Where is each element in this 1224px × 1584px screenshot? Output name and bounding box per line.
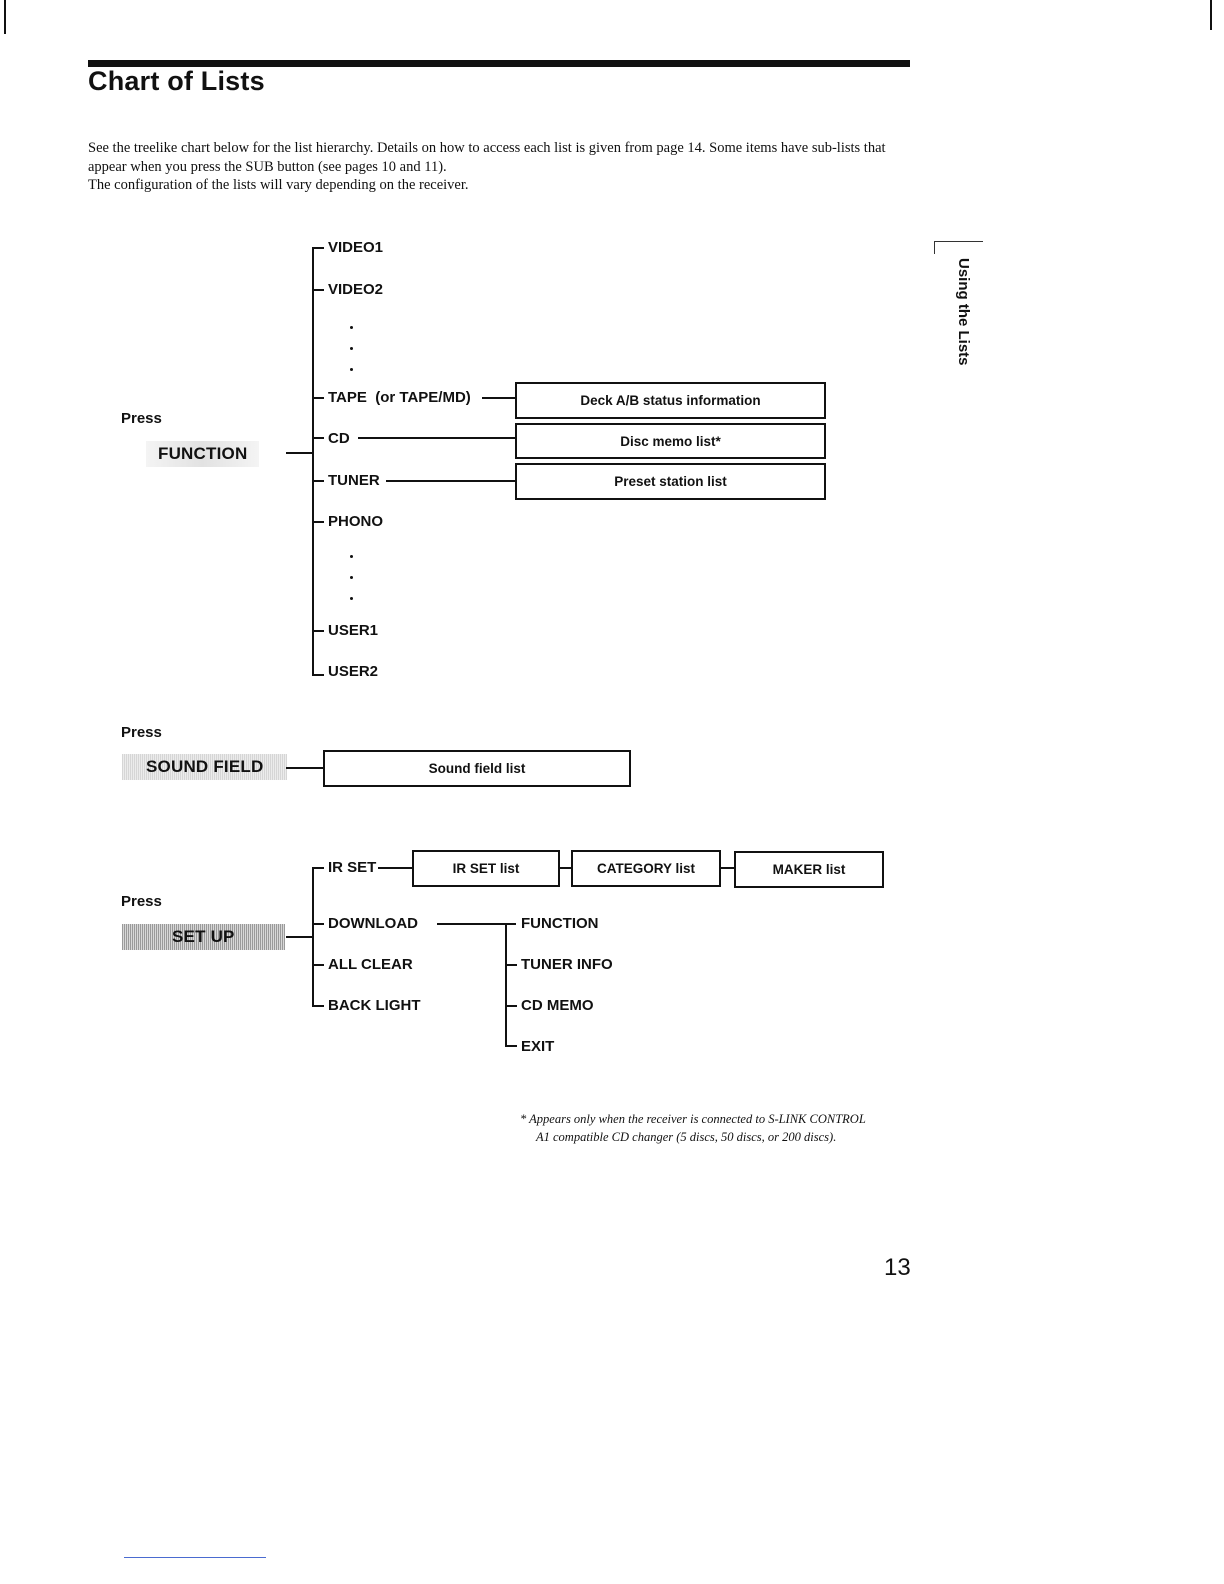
side-tab [948,258,974,388]
preset-station-list-box[interactable]: Preset station list [515,463,826,500]
function-item-tape: TAPE (or TAPE/MD) [328,389,471,406]
setup-branch-tick [312,867,324,869]
download-branch-tick [505,964,517,966]
setup-item-ir-set: IR SET [328,859,377,876]
footnote-line-2: A1 compatible CD changer (5 discs, 50 discs, or 200 discs). [536,1130,837,1144]
function-branch-tick [312,480,324,482]
cd-connector [358,437,516,439]
sound-field-press-label: Press [121,724,162,741]
function-branch-tick [312,521,324,523]
function-branch-tick [312,397,324,399]
scan-edge-mark [1210,0,1212,30]
category-list-box[interactable]: CATEGORY list [571,850,721,887]
function-branch-tick [312,289,324,291]
function-item-user1: USER1 [328,622,379,639]
function-item-cd: CD [328,430,350,447]
sound-field-button[interactable]: SOUND FIELD [122,754,287,780]
function-item-video1: VIDEO1 [328,239,384,256]
scan-edge-mark [4,0,6,34]
ellipsis-dot [350,368,353,371]
page-title: Chart of Lists [88,66,265,96]
footnote [520,1110,920,1146]
sound-field-connector [286,767,324,769]
download-item-cd-memo: CD MEMO [521,997,594,1014]
ellipsis-dot [350,347,353,350]
function-branch-tick [312,630,324,632]
maker-connector [721,867,735,869]
function-trunk [312,247,314,676]
download-item-exit: EXIT [521,1038,555,1055]
setup-branch-tick [312,964,324,966]
tape-connector [482,397,516,399]
download-branch-tick [505,1005,517,1007]
deck-status-list-box[interactable]: Deck A/B status information [515,382,826,419]
sound-field-list-box[interactable]: Sound field list [323,750,631,787]
function-item-user2: USER2 [328,663,379,680]
setup-item-back-light: BACK LIGHT [328,997,421,1014]
function-button[interactable]: FUNCTION [146,441,259,467]
side-tab-label: Using the Lists [955,258,972,366]
setup-branch-tick [312,1005,324,1007]
function-branch-tick [312,437,324,439]
setup-item-all-clear: ALL CLEAR [328,956,413,973]
setup-connector [286,936,313,938]
download-branch-tick [505,1045,517,1047]
download-item-tuner-info: TUNER INFO [521,956,613,973]
function-item-video2: VIDEO2 [328,281,384,298]
scan-edge-mark [124,1557,266,1558]
function-press-label: Press [121,410,162,427]
intro-paragraph-2: The configuration of the lists will vary depending on the receiver. [88,177,469,193]
setup-trunk [312,867,314,1007]
maker-list-box[interactable]: MAKER list [734,851,884,888]
download-item-function: FUNCTION [521,915,599,932]
function-branch-tick [312,247,324,249]
tuner-connector [386,480,516,482]
footnote-line-1: * Appears only when the receiver is connected to S-LINK CONTROL [520,1112,866,1126]
ellipsis-dot [350,597,353,600]
setup-item-download: DOWNLOAD [328,915,418,932]
ir-set-connector [378,867,413,869]
ellipsis-dot [350,555,353,558]
side-tab-bracket [934,241,983,254]
function-connector [286,452,313,454]
intro-paragraph-1: See the treelike chart below for the list hierarchy. Details on how to access each list is given from page 14. Some items have sub-lists that appear when you press the SUB button (see pages 10 and 11). [88,140,886,175]
function-item-phono: PHONO [328,513,384,530]
setup-branch-tick [312,923,324,925]
ellipsis-dot [350,576,353,579]
download-trunk [505,923,507,1047]
intro-text [88,139,918,195]
setup-button[interactable]: SET UP [122,924,285,950]
page-number: 13 [884,1254,911,1281]
ellipsis-dot [350,326,353,329]
setup-press-label: Press [121,893,162,910]
disc-memo-list-box[interactable]: Disc memo list* [515,423,826,459]
function-item-tuner: TUNER [328,472,380,489]
ir-set-list-box[interactable]: IR SET list [412,850,560,887]
function-branch-tick [312,674,324,676]
